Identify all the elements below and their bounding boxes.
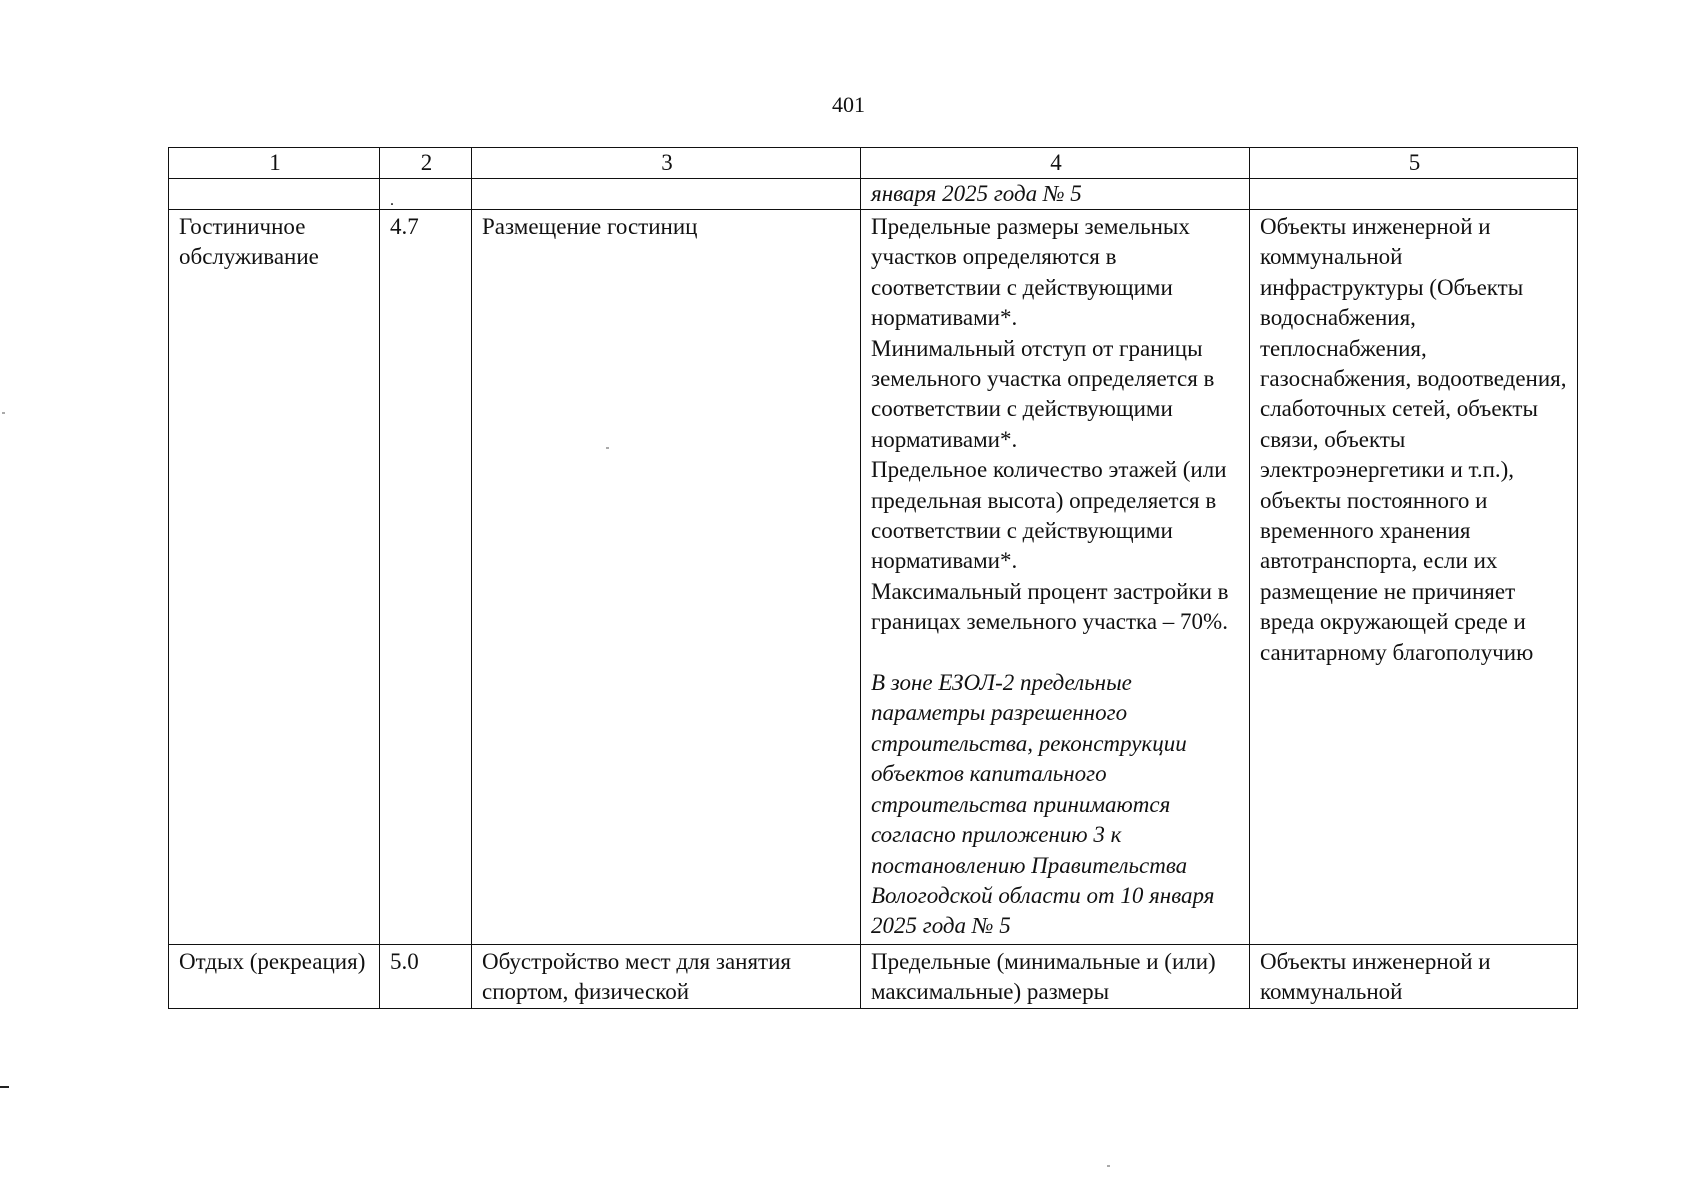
parameter-paragraph: Максимальный процент застройки в границах земельного участка – 70%. [871,578,1229,635]
table-cell [1250,179,1578,210]
column-header: 1 [169,148,380,179]
land-use-code: 5.0 [380,944,472,1008]
land-use-description: Обустройство мест для занятия спортом, физической [472,944,861,1008]
column-header: 2 [380,148,472,179]
margin-mark [0,1086,9,1088]
zoning-table [168,147,1578,1009]
column-header: 4 [861,148,1250,179]
auxiliary-uses: Объекты инженерной и коммунальной инфраструктуры (Объекты водоснабжения, теплоснабжения, газоснабжения, водоотведения, слаботочных сетей, объекты связи, объекты электроэнергетики и т.п.), объекты постоянного и временного хранения автотранспорта, если их размещение не причиняет вреда окружающей среде и санитарному благополучию [1250,210,1578,945]
land-use-name: Гостиничное обслуживание [169,210,380,945]
scan-speck [2,412,5,414]
zone-note: В зоне ЕЗОЛ-2 предельные параметры разрешенного строительства, реконструкции объектов капитального строительства принимаются согласно приложению 3 к постановлению Правительства Вологодской области от 10 января 2025 года № 5 [871,670,1215,939]
land-use-description: Размещение гостиниц [472,210,861,945]
page-number: 401 [832,92,865,117]
scan-speck [1107,1165,1110,1167]
parameters-cell: Предельные (минимальные и (или) максимальные) размеры [861,944,1250,1008]
column-header: 3 [472,148,861,179]
column-header: 5 [1250,148,1578,179]
scan-speck [606,447,609,449]
dot-mark: . [390,192,394,209]
table-cell [169,179,380,210]
table-row [169,944,1578,1008]
auxiliary-uses: Объекты инженерной и коммунальной [1250,944,1578,1008]
table-cell [380,179,472,210]
parameter-paragraph: Минимальный отступ от границы земельного участка определяется в соответствии с действующими нормативами*. [871,335,1215,452]
parameter-paragraph: Предельное количество этажей (или предельная высота) определяется в соответствии с действующими нормативами*. [871,457,1227,574]
table-header-row [169,148,1578,179]
table-row [169,210,1578,945]
table-cell [472,179,861,210]
land-use-name: Отдых (рекреация) [169,944,380,1008]
paragraph-gap [871,638,1241,668]
parameter-paragraph: Предельные размеры земельных участков определяются в соответствии с действующими нормативами*. [871,214,1190,331]
parameters-cell [861,210,1250,945]
continuation-row [169,179,1578,210]
land-use-code: 4.7 [380,210,472,945]
continuation-text: января 2025 года № 5 [861,179,1250,210]
